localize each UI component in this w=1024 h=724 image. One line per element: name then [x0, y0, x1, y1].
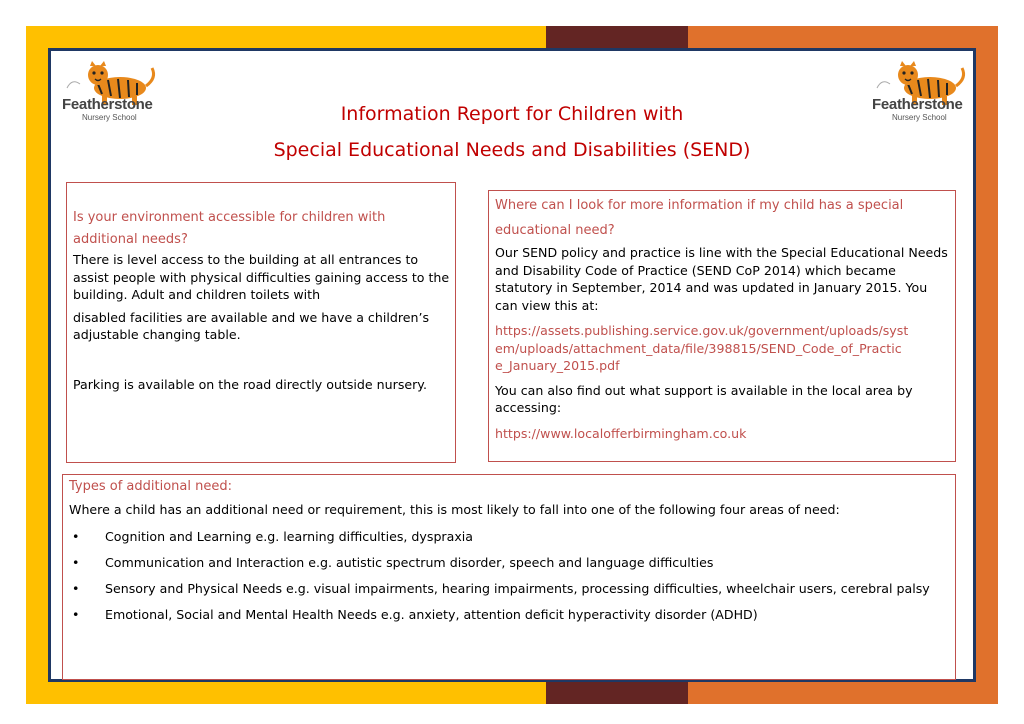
list-item — [69, 528, 947, 545]
types-heading: Types of additional need: — [69, 479, 232, 494]
information-box — [488, 190, 956, 462]
band-yellow-top — [26, 26, 546, 48]
information-paragraph-1: Our SEND policy and practice is line with the Special Educational Needs and Disability Code of Practice (SEND CoP 2014) which became statutory in September, 2014 and was updated in January 2015. You can view this at: — [495, 245, 948, 313]
bullet: • — [72, 606, 80, 622]
local-offer-link[interactable]: https://www.localofferbirmingham.co.uk — [495, 425, 747, 441]
list-item — [69, 554, 947, 571]
list-item — [69, 606, 947, 623]
environment-question: Is your environment accessible for children with additional needs? — [73, 210, 386, 247]
need-item-label: Communication and Interaction e.g. autistic spectrum disorder, speech and language difficulties — [105, 554, 714, 570]
environment-paragraph-2: disabled facilities are available and we have a children’s adjustable changing table. — [73, 309, 430, 342]
band-orange-top — [688, 26, 998, 48]
bullet: • — [72, 580, 80, 596]
types-intro: Where a child has an additional need or requirement, this is most likely to fall into one of the following four areas of need: — [69, 502, 840, 517]
logo-wordmark: Featherstone — [62, 96, 153, 113]
logo-wordmark: Featherstone — [872, 96, 963, 113]
band-yellow-bottom — [26, 682, 546, 704]
information-question: Where can I look for more information if my child has a special educational need? — [495, 198, 904, 238]
logo-subtitle: Nursery School — [892, 113, 947, 122]
band-brown-top — [546, 26, 688, 48]
band-brown-bottom — [546, 682, 688, 704]
band-yellow-left — [26, 26, 48, 704]
need-item-label: Sensory and Physical Needs e.g. visual impairments, hearing impairments, processing difficulties, wheelchair users, cerebral palsy — [105, 580, 930, 596]
page-title-line2: Special Educational Needs and Disabilities (SEND) — [273, 139, 751, 161]
band-orange-bottom — [688, 682, 998, 704]
environment-box — [66, 182, 456, 463]
band-orange-right — [976, 26, 998, 704]
information-paragraph-2: You can also find out what support is available in the local area by accessing: — [495, 382, 913, 415]
bullet: • — [72, 554, 80, 570]
needs-list — [69, 528, 947, 623]
need-item-label: Emotional, Social and Mental Health Needs e.g. anxiety, attention deficit hyperactivity disorder (ADHD) — [105, 606, 758, 622]
need-item-label: Cognition and Learning e.g. learning difficulties, dyspraxia — [105, 528, 473, 544]
environment-paragraph-3: Parking is available on the road directly outside nursery. — [73, 376, 427, 392]
list-item — [69, 580, 947, 597]
page-title-line1: Information Report for Children with — [340, 103, 684, 125]
bullet: • — [72, 528, 80, 544]
environment-paragraph-1: There is level access to the building at all entrances to assist people with physical difficulties gaining access to the building. Adult and children toilets with — [73, 252, 450, 302]
send-code-link[interactable]: https://assets.publishing.service.gov.uk/government/uploads/system/uploads/attachment_data/file/398815/SEND_Code_of_Practice_January_2015.pdf — [495, 323, 909, 373]
types-box — [62, 474, 956, 680]
logo-subtitle: Nursery School — [82, 113, 137, 122]
